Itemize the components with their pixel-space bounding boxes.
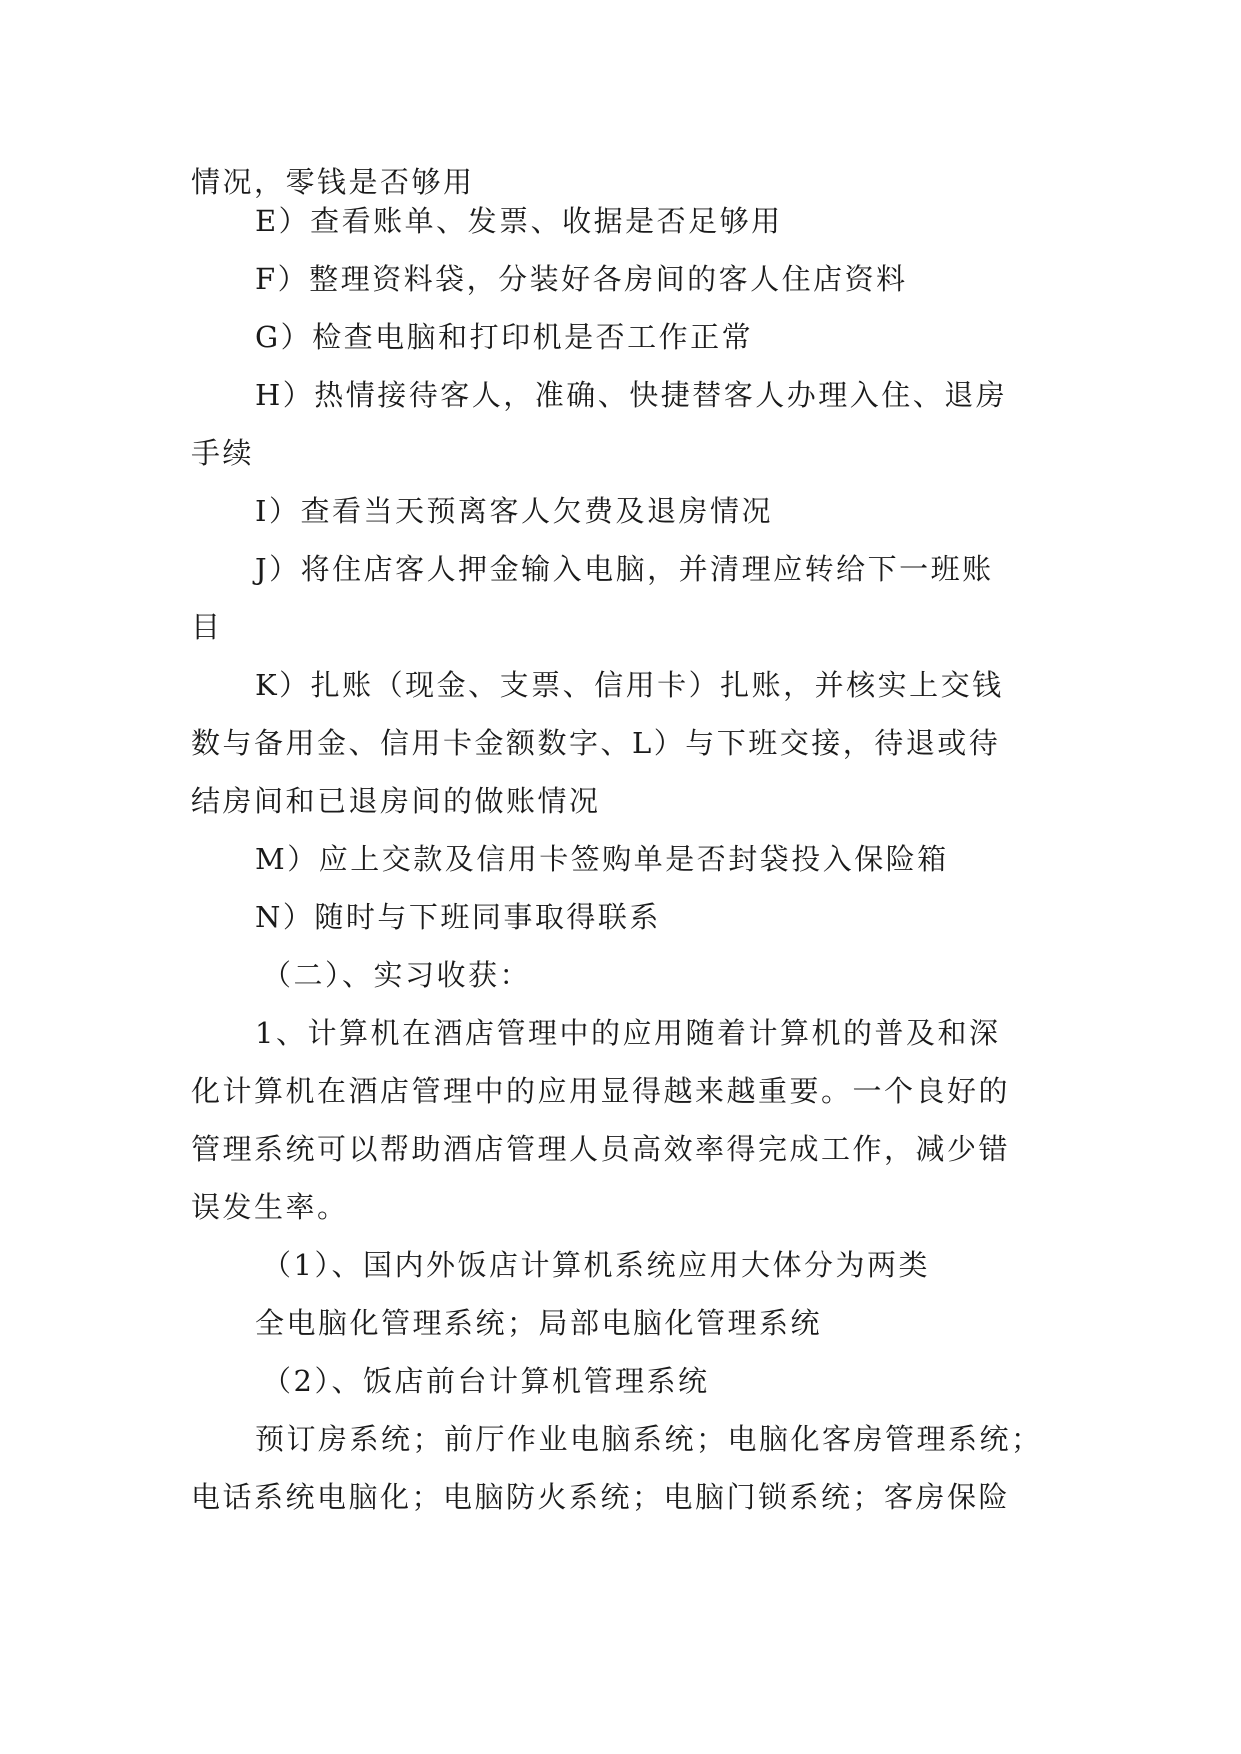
text-line-6: 手续 bbox=[191, 436, 255, 470]
text-line-21: 全电脑化管理系统；局部电脑化管理系统 bbox=[255, 1306, 823, 1340]
text-line-4: G）检查电脑和打印机是否工作正常 bbox=[255, 320, 754, 354]
text-line-24: 电话系统电脑化；电脑防火系统；电脑门锁系统；客房保险 bbox=[191, 1480, 1011, 1514]
text-line-7: I）查看当天预离客人欠费及退房情况 bbox=[255, 494, 773, 528]
text-line-10: K）扎账（现金、支票、信用卡）扎账，并核实上交钱 bbox=[255, 668, 1004, 702]
text-line-13: M）应上交款及信用卡签购单是否封袋投入保险箱 bbox=[255, 842, 949, 876]
text-line-20: （1）、国内外饭店计算机系统应用大体分为两类 bbox=[262, 1248, 930, 1282]
text-line-22: （2）、饭店前台计算机管理系统 bbox=[262, 1364, 710, 1398]
text-line-8: J）将住店客人押金输入电脑，并清理应转给下一班账 bbox=[255, 552, 994, 586]
section-heading: （二）、实习收获： bbox=[262, 958, 532, 992]
text-line-11: 数与备用金、信用卡金额数字、L）与下班交接，待退或待 bbox=[191, 726, 1001, 760]
text-line-18: 管理系统可以帮助酒店管理人员高效率得完成工作，减少错 bbox=[191, 1132, 1011, 1166]
text-line-3: F）整理资料袋，分装好各房间的客人住店资料 bbox=[255, 262, 908, 296]
text-line-23: 预订房系统；前厅作业电脑系统；电脑化客房管理系统； bbox=[255, 1422, 1043, 1456]
text-line-14: N）随时与下班同事取得联系 bbox=[255, 900, 661, 934]
text-line-19: 误发生率。 bbox=[191, 1190, 349, 1224]
text-line-2: E）查看账单、发票、收据是否足够用 bbox=[255, 204, 783, 238]
text-line-9: 目 bbox=[191, 610, 223, 644]
text-line-5: H）热情接待客人，准确、快捷替客人办理入住、退房 bbox=[255, 378, 1008, 412]
text-line-12: 结房间和已退房间的做账情况 bbox=[191, 784, 601, 818]
text-line-17: 化计算机在酒店管理中的应用显得越来越重要。一个良好的 bbox=[191, 1074, 1011, 1108]
text-line-16: 1、计算机在酒店管理中的应用随着计算机的普及和深 bbox=[255, 1016, 1001, 1050]
text-line-1: 情况，零钱是否够用 bbox=[191, 165, 475, 199]
